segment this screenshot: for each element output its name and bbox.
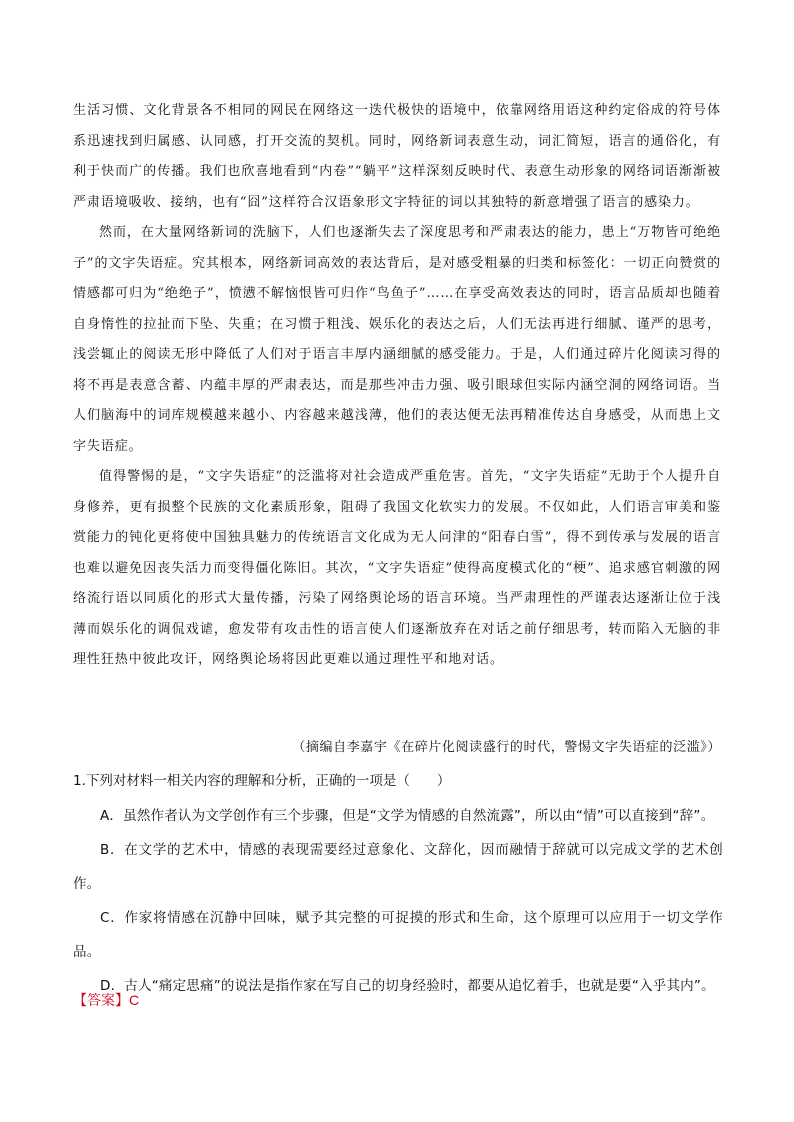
option-d: D．古人“痛定思痛”的说法是指作家在写自己的切身经验时，都要从追忆着手，也就是要“入乎其内”。 (100, 978, 715, 994)
option-c: C．作家将情感在沉静中回味，赋予其完整的可捉摸的形式和生命，这个原理可以应用于一切文学作品。 (73, 910, 723, 960)
option-b: B．在文学的艺术中，情感的表现需要经过意象化、文辞化，因而融情于辞就可以完成文学的艺术创作。 (73, 842, 723, 892)
question-stem: 1.下列对材料一相关内容的理解和分析，正确的一项是（ ） (73, 773, 451, 789)
answer-line (73, 985, 139, 1016)
answer-value: C (129, 992, 140, 1008)
passage-source: （摘编自李嘉宇《在碎片化阅读盛行的时代，警惕文字失语症的泛滥》） (292, 740, 721, 755)
option-a: A．虽然作者认为文学创作有三个步骤，但是“文学为情感的自然流露”，所以由“情”可以直接到“辞”。 (100, 808, 715, 824)
passage-paragraph-1: 生活习惯、文化背景各不相同的网民在网络这一迭代极快的语境中，依靠网络用语这种约定俗成的符号体系迅速找到归属感、认同感，打开交流的契机。同时，网络新词表意生动，词汇简短，语言的通俗化，有利于快而广的传播。我们也欣喜地看到“内卷”“躺平”这样深刻反映时代、表意生动形象的网络词语渐渐被严肃语境吸收、接纳，也有“囧”这样符合汉语象形文字特征的词以其独特的新意增强了语言的感染力。 (73, 103, 721, 210)
question-options (73, 799, 723, 1003)
passage (73, 96, 721, 676)
passage-paragraph-3: 值得警惕的是，“文字失语症”的泛滥将对社会造成严重危害。首先，“文字失语症”无助于个人提升自身修养，更有损整个民族的文化素质形象，阻碍了我国文化软实力的发展。不仅如此，人们语言审美和鉴赏能力的钝化更将使中国独具魅力的传统语言文化成为无人问津的“阳春白雪”，得不到传承与发展的语言也难以避免因丧失活力而变得僵化陈旧。其次，“文字失语症”使得高度模式化的“梗”、追求感官刺激的网络流行语以同质化的形式大量传播，污染了网络舆论场的语言环境。当严肃理性的严谨表达逐渐让位于浅薄而娱乐化的调侃戏谑，愈发带有攻击性的语言使人们逐渐放弃在对话之前仔细思考，转而陷入无脑的非理性狂热中彼此攻讦，网络舆论场将因此更难以通过理性平和地对话。 (73, 469, 721, 667)
passage-paragraph-2: 然而，在大量网络新词的洗脑下，人们也逐渐失去了深度思考和严肃表达的能力，患上“万物皆可绝绝子”的文字失语症。究其根本，网络新词高效的表达背后，是对感受粗暴的归类和标签化：一切正向赞赏的情感都可归为“绝绝子”，愤懑不解恼恨皆可归作“鸟鱼子”……在享受高效表达的同时，语言品质却也随着自身惰性的拉扯而下坠、失重；在习惯于粗浅、娱乐化的表达之后，人们无法再进行细腻、谨严的思考，浅尝辄止的阅读无形中降低了人们对于语言丰厚内涵细腻的感受能力。于是，人们通过碎片化阅读习得的将不再是表意含蓄、内蕴丰厚的严肃表达，而是那些冲击力强、吸引眼球但实际内涵空洞的网络词语。当人们脑海中的词库规模越来越小、内容越来越浅薄，他们的表达便无法再精准传达自身感受，从而患上文字失语症。 (73, 225, 721, 454)
answer-label: 【答案】 (73, 993, 129, 1009)
